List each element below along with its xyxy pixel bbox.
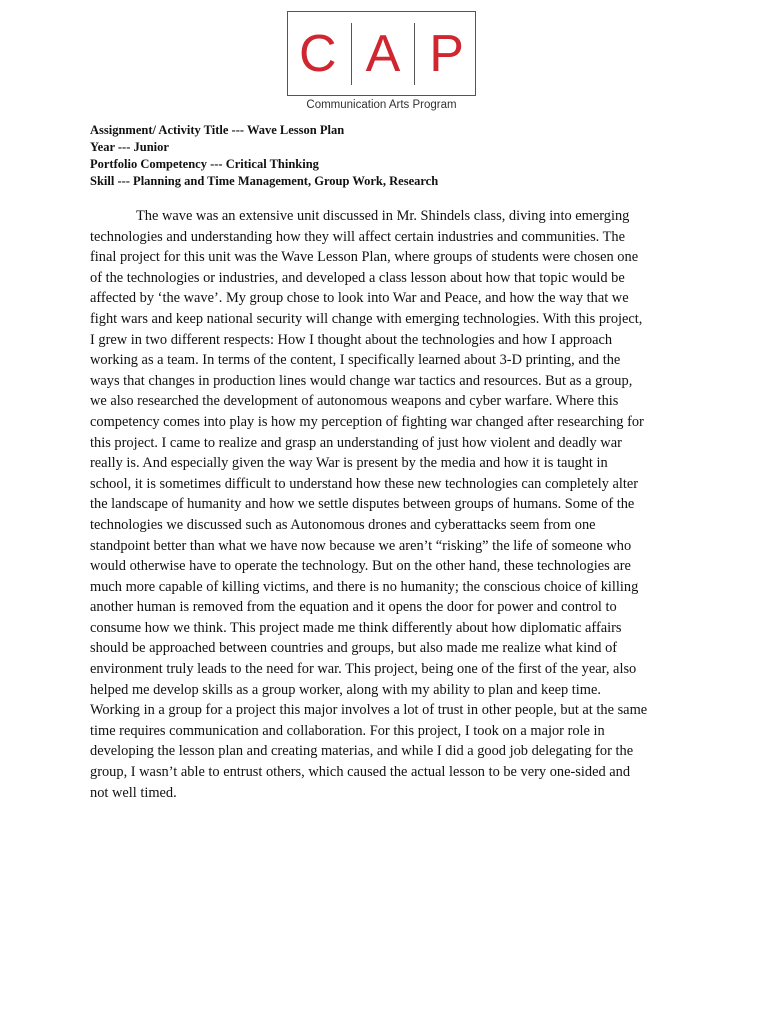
paragraph-line: really is. And especially given the way War is present by the media and how it is taught in (90, 455, 608, 472)
paragraph-line: standpoint better than what we have now because we aren’t “risking” the life of someone who (90, 537, 632, 554)
paragraph-line: we also researched the development of autonomous weapons and cyber warfare. Where this (90, 393, 619, 410)
paragraph-line: environment truly leads to the need for war. This project, being one of the first of the year, also (90, 661, 637, 678)
logo-letters (299, 23, 464, 85)
paragraph-line: consume how we think. This project made me think differently about how diplomatic affairs (90, 619, 622, 636)
logo-caption: Communication Arts Program (306, 99, 457, 111)
paragraph-line: developing the lesson plan and creating materias, and while I did a good job delegating for the (90, 743, 634, 760)
paragraph-line: school, it is sometimes difficult to understand how these new technologies can completely alter (90, 475, 639, 492)
paragraph-line: of the technologies or industries, and developed a class lesson about how that topic would be (90, 269, 625, 286)
paragraph-line: competency comes into play is how my perception of fighting war changed after researching for (90, 413, 644, 430)
paragraph-line: technologies we discussed such as Autonomous drones and cyberattacks seem from one (90, 516, 596, 533)
logo-divider (414, 23, 415, 85)
cap-logo (287, 11, 478, 114)
paragraph-line: ways that changes in production lines would change war tactics and resources. But as a group, (90, 372, 633, 389)
paragraph-line: would otherwise have to operate the technology. But on the other hand, these technologies are (90, 558, 631, 575)
portfolio-competency-line: Portfolio Competency --- Critical Thinking (90, 157, 319, 171)
paragraph-line: should be approached between countries and groups, but also made me realize what kind of (90, 640, 618, 657)
paragraph-line: The wave was an extensive unit discussed in Mr. Shindels class, diving into emerging (136, 208, 630, 224)
paragraph-line: I grew in two different respects: How I thought about the technologies and how I approach (90, 331, 613, 348)
logo-divider (351, 23, 352, 85)
paragraph-line: much more capable of killing victims, and there is no humanity; the conscious choice of killing (90, 578, 639, 595)
paragraph-line: another human is removed from the equation and it opens the door for power and control to (90, 599, 617, 616)
paragraph-line: affected by ‘the wave’. My group chose to look into War and Peace, and how the way that we (90, 290, 629, 307)
paragraph-line: final project for this unit was the Wave Lesson Plan, where groups of students were chosen one (90, 249, 639, 266)
paragraph-line: working as a team. In terms of the content, I specifically learned about 3-D printing, and the (90, 352, 621, 369)
reflection-paragraph (90, 206, 680, 803)
logo-box (287, 11, 476, 96)
paragraph-line: group, I wasn’t able to entrust others, which caused the actual lesson to be very one-sided and (90, 764, 631, 781)
assignment-title-line: Assignment/ Activity Title --- Wave Lesson Plan (90, 123, 345, 137)
logo-letter-p: P (429, 24, 464, 83)
logo-letter-c: C (299, 24, 337, 83)
paragraph-line: technologies and understanding how they will affect certain industries and communities. The (90, 228, 625, 245)
year-line: Year --- Junior (90, 140, 169, 154)
paragraph-line: Working in a group for a project this major involves a lot of trust in other people, but at the same (90, 702, 648, 719)
logo-letter-a: A (365, 24, 401, 83)
paragraph-line: not well timed. (90, 784, 177, 801)
paragraph-line: fight wars and keep national security will change with emerging technologies. With this project, (90, 310, 643, 327)
paragraph-line: this project. I came to realize and grasp an understanding of just how violent and deadly war (90, 434, 622, 451)
paragraph-line: time requires communication and collaboration. For this project, I took on a major role in (90, 722, 605, 739)
paragraph-line: helped me develop skills as a group worker, along with my ability to plan and keep time. (90, 681, 601, 698)
paragraph-line: the landscape of humanity and how we settle disputes between groups of humans. Some of the (90, 496, 635, 513)
skill-line: Skill --- Planning and Time Management, Group Work, Research (90, 174, 439, 188)
assignment-header (90, 122, 690, 190)
